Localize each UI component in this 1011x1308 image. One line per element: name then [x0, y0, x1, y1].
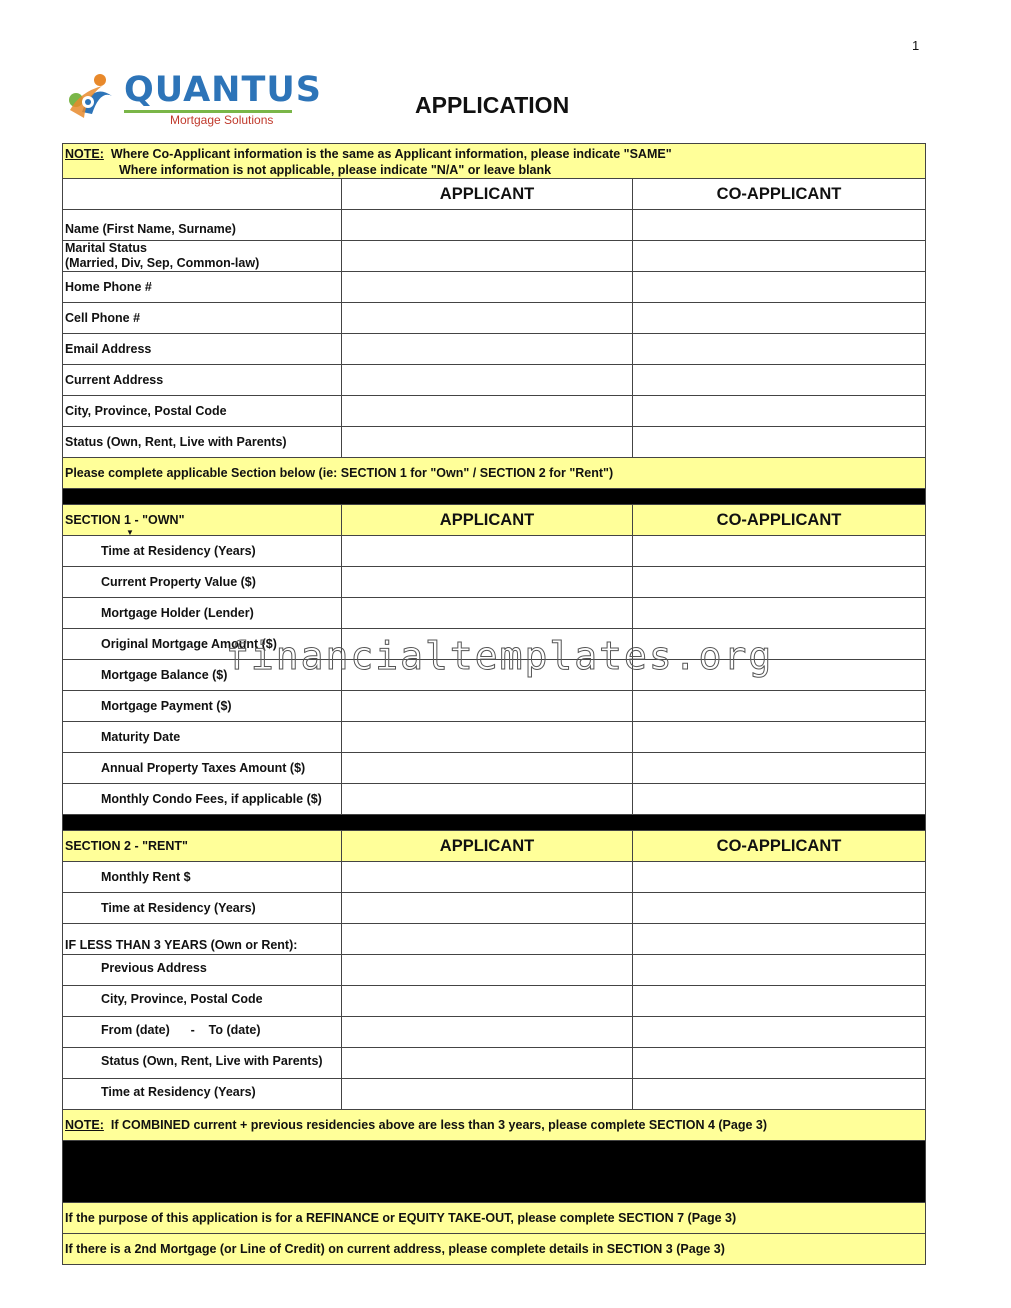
- section1-row: [63, 721, 925, 752]
- note-line-2: Where information is not applicable, please indicate "N/A" or leave blank: [119, 163, 552, 177]
- footer-text: If the purpose of this application is for a REFINANCE or EQUITY TAKE-OUT, please complete SECTION 7 (Page 3): [65, 1211, 737, 1225]
- field-label: Status (Own, Rent, Live with Parents): [101, 1054, 323, 1068]
- applicant-name-input[interactable]: [341, 210, 632, 240]
- previous-row: [63, 954, 925, 985]
- field-label: Name (First Name, Surname): [65, 222, 236, 236]
- section1-row: [63, 535, 925, 566]
- field-label: City, Province, Postal Code: [101, 992, 263, 1006]
- applicant-email-input[interactable]: [341, 334, 632, 364]
- field-label: Previous Address: [101, 961, 207, 975]
- footer-text: If there is a 2nd Mortgage (or Line of Credit) on current address, please complete details in SECTION 3 (Page 3): [65, 1242, 725, 1256]
- coapplicant-header: CO-APPLICANT: [632, 505, 925, 535]
- previous-row: [63, 1078, 925, 1109]
- footer-line-2nd-mortgage: [63, 1233, 925, 1264]
- logo-wordmark: QUANTUS: [124, 70, 322, 110]
- applicant-header: APPLICANT: [341, 505, 632, 535]
- applicant-input[interactable]: [341, 1079, 632, 1109]
- coapplicant-marital-input[interactable]: [632, 241, 925, 271]
- divider-bar: [63, 814, 925, 830]
- applicant-input[interactable]: [341, 691, 632, 721]
- applicant-header: APPLICANT: [341, 831, 632, 861]
- field-row-current-address: [63, 364, 925, 395]
- field-label: Email Address: [65, 342, 152, 356]
- field-label: Marital Status: [65, 241, 147, 255]
- field-label: Maturity Date: [101, 730, 181, 744]
- field-label: Home Phone #: [65, 280, 152, 294]
- field-label: Mortgage Holder (Lender): [101, 606, 254, 620]
- section1-row: [63, 690, 925, 721]
- section1-row: [63, 752, 925, 783]
- section-instruction: [63, 457, 925, 488]
- previous-row: [63, 1016, 925, 1047]
- applicant-input[interactable]: [341, 784, 632, 814]
- coapplicant-input[interactable]: [632, 924, 925, 954]
- applicant-input[interactable]: [341, 986, 632, 1016]
- coapplicant-cell-phone-input[interactable]: [632, 303, 925, 333]
- note-bottom-label: NOTE:: [65, 1118, 104, 1132]
- field-label: Mortgage Balance ($): [101, 668, 228, 682]
- applicant-input[interactable]: [341, 955, 632, 985]
- field-row-status: [63, 426, 925, 457]
- field-row-name: [63, 209, 925, 240]
- field-label: Time at Residency (Years): [101, 544, 256, 558]
- section1-row: [63, 783, 925, 814]
- applicant-input[interactable]: [341, 598, 632, 628]
- coapplicant-input[interactable]: [632, 1048, 925, 1078]
- coapplicant-status-input[interactable]: [632, 427, 925, 457]
- coapplicant-input[interactable]: [632, 862, 925, 892]
- page-number: 1: [912, 38, 920, 53]
- field-label: Current Address: [65, 373, 164, 387]
- applicant-cell-phone-input[interactable]: [341, 303, 632, 333]
- application-form: [62, 143, 926, 1265]
- coapplicant-input[interactable]: [632, 1017, 925, 1047]
- field-label: Mortgage Payment ($): [101, 699, 232, 713]
- applicant-input[interactable]: [341, 1048, 632, 1078]
- field-label: Status (Own, Rent, Live with Parents): [65, 435, 287, 449]
- section2-row: [63, 861, 925, 892]
- field-label: Original Mortgage Amount ($): [101, 637, 277, 651]
- coapplicant-input[interactable]: [632, 753, 925, 783]
- applicant-city-input[interactable]: [341, 396, 632, 426]
- quantus-logo: [62, 70, 322, 132]
- field-label: Current Property Value ($): [101, 575, 256, 589]
- coapplicant-input[interactable]: [632, 893, 925, 923]
- note-bottom-text: If COMBINED current + previous residencies above are less than 3 years, please complete SECTION 4 (Page 3): [110, 1118, 767, 1132]
- applicant-status-input[interactable]: [341, 427, 632, 457]
- field-row-home-phone: [63, 271, 925, 302]
- coapplicant-input[interactable]: [632, 536, 925, 566]
- section1-row: [63, 597, 925, 628]
- field-label-sub: (Married, Div, Sep, Common-law): [65, 256, 260, 270]
- less-than-label: IF LESS THAN 3 YEARS (Own or Rent):: [65, 938, 298, 952]
- applicant-input[interactable]: [341, 862, 632, 892]
- field-row-email: [63, 333, 925, 364]
- previous-row: [63, 1047, 925, 1078]
- field-label: Time at Residency (Years): [101, 901, 256, 915]
- section1-title: SECTION 1 - "OWN": [65, 513, 185, 527]
- section2-row: [63, 892, 925, 923]
- coapplicant-input[interactable]: [632, 784, 925, 814]
- less-than-row: [63, 923, 925, 954]
- coapplicant-email-input[interactable]: [632, 334, 925, 364]
- section2-title: SECTION 2 - "RENT": [65, 839, 188, 853]
- applicant-input[interactable]: [341, 1017, 632, 1047]
- previous-row: [63, 985, 925, 1016]
- note-line-1: Where Co-Applicant information is the same as Applicant information, please indicate "SAME": [110, 147, 672, 161]
- note-label: NOTE:: [65, 147, 104, 161]
- field-label: Time at Residency (Years): [101, 1085, 256, 1099]
- coapplicant-home-phone-input[interactable]: [632, 272, 925, 302]
- header-row: [63, 178, 925, 209]
- logo-tagline: Mortgage Solutions: [170, 113, 274, 127]
- coapplicant-input[interactable]: [632, 691, 925, 721]
- section-instruction-text: Please complete applicable Section below (ie: SECTION 1 for "Own" / SECTION 2 for "Rent"): [65, 466, 614, 480]
- field-row-cell-phone: [63, 302, 925, 333]
- field-label: Annual Property Taxes Amount ($): [101, 761, 306, 775]
- page-title: APPLICATION: [415, 92, 570, 118]
- dropdown-arrow-icon: ▼: [126, 528, 134, 537]
- applicant-input[interactable]: [341, 722, 632, 752]
- coapplicant-input[interactable]: [632, 955, 925, 985]
- coapplicant-address-input[interactable]: [632, 365, 925, 395]
- applicant-marital-input[interactable]: [341, 241, 632, 271]
- coapplicant-input[interactable]: [632, 598, 925, 628]
- section1-header-row: [63, 504, 925, 535]
- applicant-home-phone-input[interactable]: [341, 272, 632, 302]
- section2-header-row: [63, 830, 925, 861]
- coapplicant-input[interactable]: [632, 1079, 925, 1109]
- coapplicant-name-input[interactable]: [632, 210, 925, 240]
- coapplicant-header: CO-APPLICANT: [632, 179, 925, 209]
- applicant-input[interactable]: [341, 567, 632, 597]
- coapplicant-header: CO-APPLICANT: [632, 831, 925, 861]
- field-label: Monthly Condo Fees, if applicable ($): [101, 792, 322, 806]
- divider-block: [63, 1140, 925, 1202]
- applicant-header: APPLICANT: [341, 179, 632, 209]
- field-row-city: [63, 395, 925, 426]
- applicant-input[interactable]: [341, 893, 632, 923]
- note-top: [63, 143, 925, 178]
- applicant-input[interactable]: [341, 924, 632, 954]
- logo-swirl-icon: [62, 72, 120, 122]
- applicant-input[interactable]: [341, 753, 632, 783]
- field-label: From (date) - To (date): [101, 1023, 261, 1037]
- coapplicant-input[interactable]: [632, 567, 925, 597]
- field-label: Cell Phone #: [65, 311, 141, 325]
- note-bottom: [63, 1109, 925, 1140]
- field-label: Monthly Rent $: [101, 870, 191, 884]
- coapplicant-input[interactable]: [632, 722, 925, 752]
- coapplicant-input[interactable]: [632, 986, 925, 1016]
- applicant-address-input[interactable]: [341, 365, 632, 395]
- applicant-input[interactable]: [341, 536, 632, 566]
- section1-row: [63, 566, 925, 597]
- footer-line-refinance: [63, 1202, 925, 1233]
- watermark: financialtemplates.org: [226, 634, 774, 678]
- field-label: City, Province, Postal Code: [65, 404, 227, 418]
- field-row-marital: [63, 240, 925, 271]
- divider-bar: [63, 488, 925, 504]
- coapplicant-city-input[interactable]: [632, 396, 925, 426]
